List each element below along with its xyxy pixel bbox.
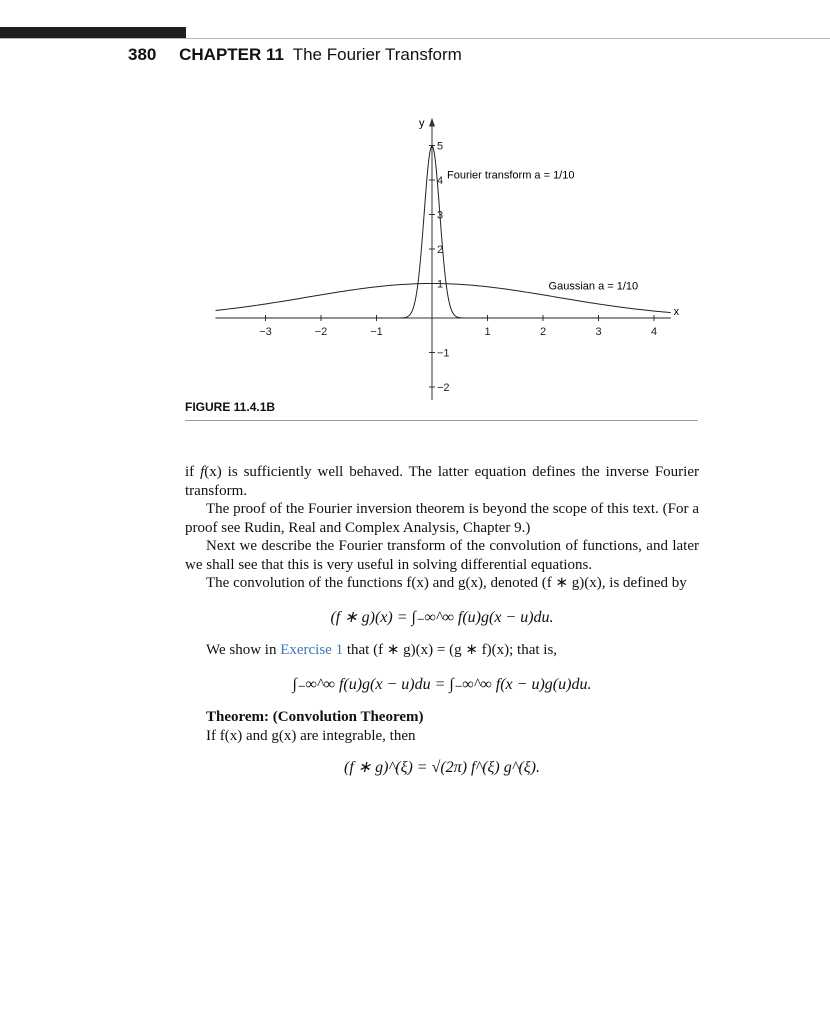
paragraph-3: Next we describe the Fourier transform of the convolution of functions, and later we shall see that this is very useful in solving differential equations. <box>185 538 699 573</box>
y-tick-label: 3 <box>437 209 444 222</box>
chapter-label: CHAPTER 11 <box>179 45 284 64</box>
x-tick-label: −1 <box>370 326 383 338</box>
x-tick-label: 4 <box>650 326 658 338</box>
p5-start: We show in <box>206 642 281 658</box>
gaussian-curve-label: Gaussian a = 1/10 <box>548 280 639 293</box>
paragraph-5 <box>185 641 699 660</box>
p1-fx: f <box>200 464 205 480</box>
exercise-link[interactable]: Exercise 1 <box>280 642 344 658</box>
paragraph-4: The convolution of the functions f(x) and g(x), denoted (f ∗ g)(x), is defined by <box>206 575 687 591</box>
x-tick-label: 2 <box>539 326 547 338</box>
equation-commutative: ∫₋∞^∞ f(u)g(x − u)du = ∫₋∞^∞ f(x − u)g(u)du. <box>292 675 592 693</box>
y-tick-label: 1 <box>437 278 444 291</box>
p5-end: that (f ∗ g)(x) = (g ∗ f)(x); that is, <box>343 642 558 658</box>
page-number: 380 <box>128 45 157 64</box>
theorem-title: Theorem: (Convolution Theorem) <box>206 709 424 725</box>
paragraph-2: The proof of the Fourier inversion theorem is beyond the scope of this text. (For a proof see Rudin, Real and Complex Analysis, Chapter 9.) <box>185 501 699 536</box>
y-tick-label: 2 <box>437 244 444 256</box>
header-rule <box>0 38 830 39</box>
x-tick-label: 3 <box>595 326 602 338</box>
fourier-curve-label: Fourier transform a = 1/10 <box>447 169 575 182</box>
y-axis-label: y <box>419 117 425 130</box>
running-header <box>128 45 462 65</box>
equation-convolution: (f ∗ g)(x) = ∫₋∞^∞ f(u)g(x − u)du. <box>330 608 554 626</box>
figure-caption: FIGURE 11.4.1B <box>185 400 276 414</box>
y-tick-label: −2 <box>437 382 450 394</box>
p1-start: if <box>185 464 201 480</box>
x-axis-label: x <box>673 306 680 318</box>
p1-end: (x) is sufficiently well behaved. The latter equation defines the inverse Fourier transform. <box>185 464 699 499</box>
x-tick-label: 1 <box>484 326 491 338</box>
x-tick-label: −3 <box>259 326 272 338</box>
theorem-body: If f(x) and g(x) are integrable, then <box>206 727 416 744</box>
body-text <box>185 463 699 778</box>
y-tick-label: 4 <box>437 175 444 187</box>
y-axis-arrow <box>429 118 435 127</box>
figure-rule <box>185 420 698 421</box>
paragraph-1 <box>185 463 699 500</box>
figure-chart <box>185 115 685 400</box>
y-tick-label: −1 <box>437 347 450 360</box>
chapter-title: The Fourier Transform <box>292 45 462 64</box>
x-tick-label: −2 <box>314 326 328 338</box>
equation-convolution-theorem: (f ∗ g)^(ξ) = √(2π) f^(ξ) g^(ξ). <box>344 759 540 776</box>
y-tick-label: 5 <box>437 140 444 153</box>
